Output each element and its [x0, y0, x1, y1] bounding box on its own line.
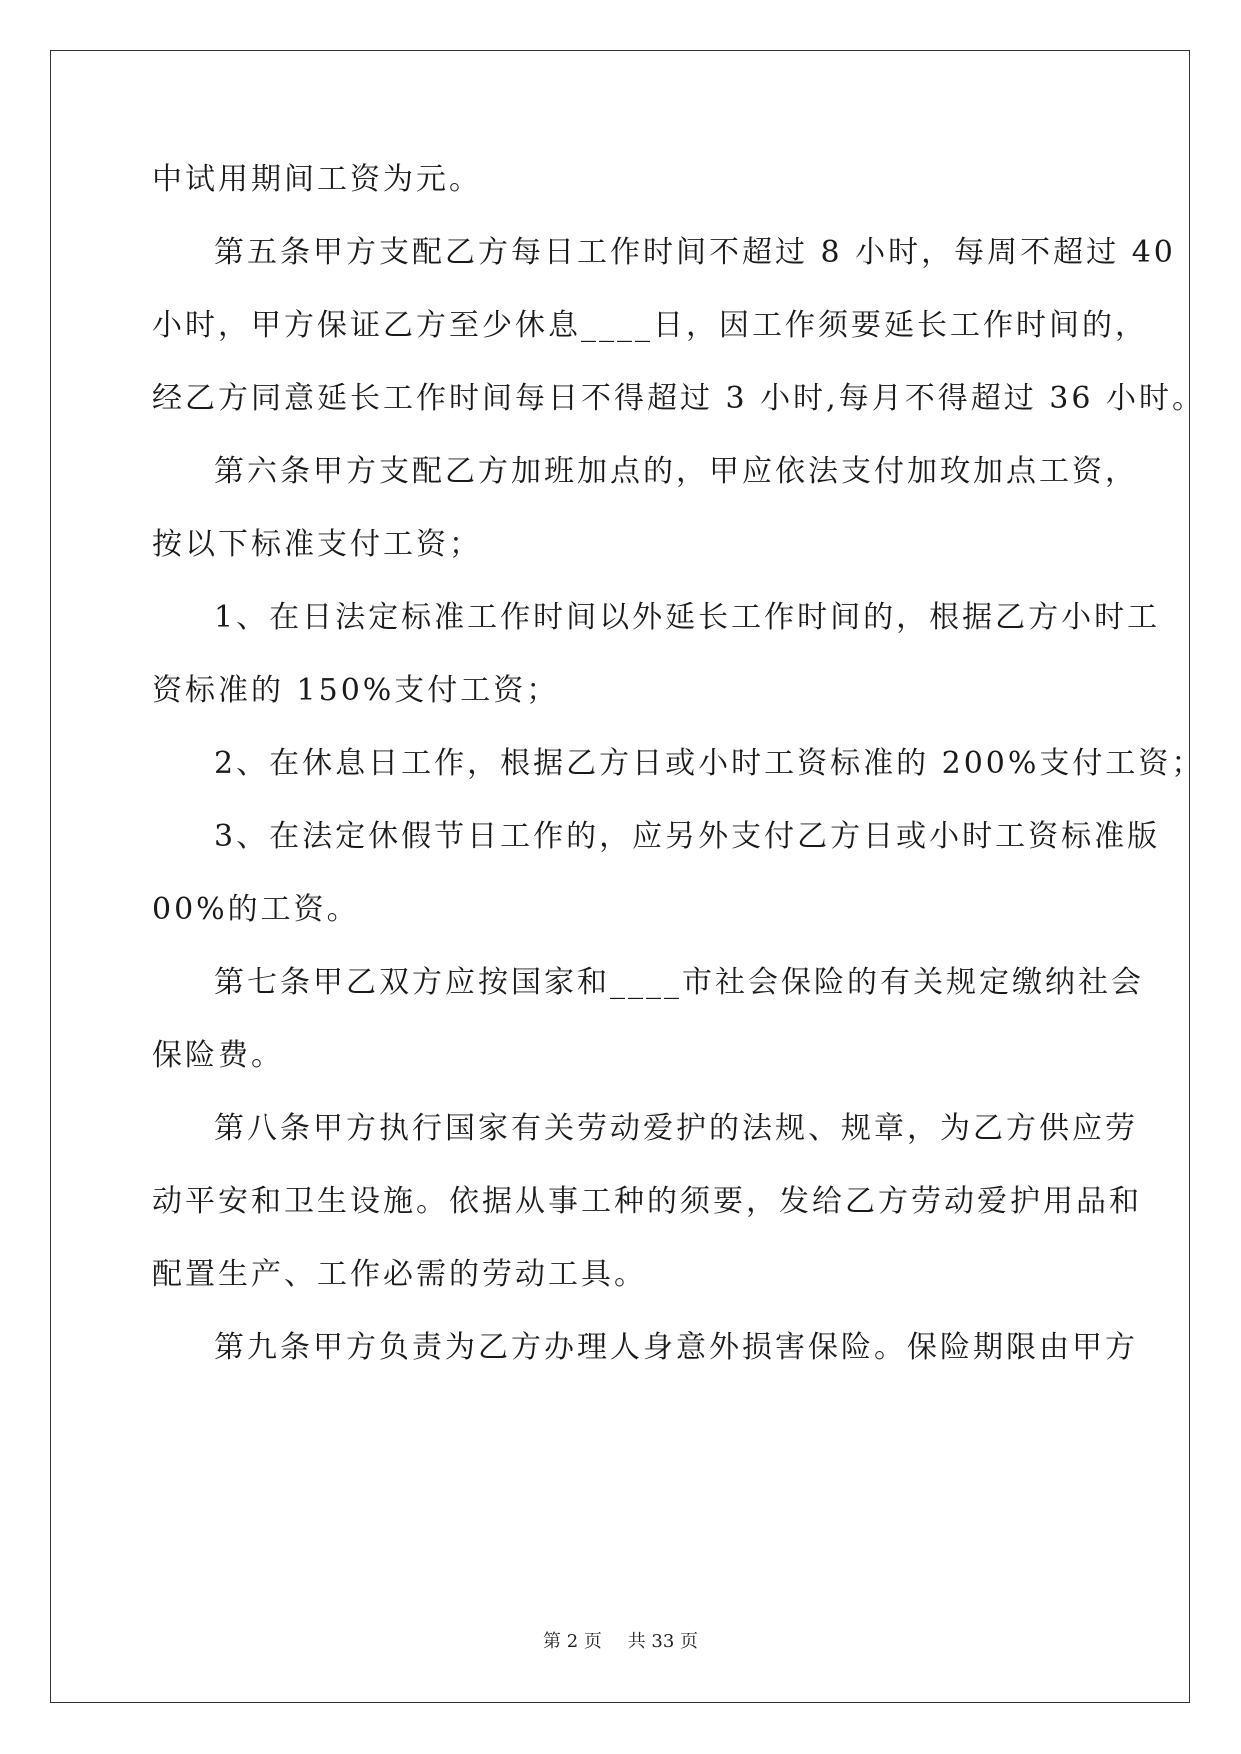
page-footer — [0, 1627, 1241, 1653]
text-line: 保险费。 — [152, 1038, 284, 1073]
text-line: 第六条甲方支配乙方加班加点的，甲应依法支付加玫加点工资， — [214, 454, 1138, 489]
text-line: 第九条甲方负责为乙方办理人身意外损害保险。保险期限由甲方 — [214, 1330, 1138, 1365]
text-line: 中试用期间工资为元。 — [152, 162, 482, 197]
text-line: 1、在日法定标准工作时间以外延长工作时间的，根据乙方小时工 — [214, 600, 1161, 635]
text-line: 2、在休息日工作，根据乙方日或小时工资标准的 200%支付工资； — [214, 746, 1205, 781]
text-line: 第八条甲方执行国家有关劳动爱护的法规、规章，为乙方供应劳 — [214, 1111, 1138, 1146]
text-line: 配置生产、工作必需的劳动工具。 — [152, 1257, 647, 1292]
text-line: 3、在法定休假节日工作的，应另外支付乙方日或小时工资标准版 — [214, 819, 1161, 854]
text-line: 00%的工资。 — [152, 892, 360, 927]
page-border — [50, 50, 1190, 1703]
text-line: 按以下标准支付工资； — [152, 527, 482, 562]
text-line: 小时，甲方保证乙方至少休息____日，因工作须要延长工作时间的， — [152, 308, 1148, 343]
text-line: 资标准的 150%支付工资； — [152, 673, 560, 708]
text-line: 经乙方同意延长工作时间每日不得超过 3 小时,每月不得超过 36 小时。 — [152, 381, 1205, 416]
text-line: 第五条甲方支配乙方每日工作时间不超过 8 小时，每周不超过 40 — [214, 235, 1176, 270]
page-total: 共 33 页 — [627, 1631, 698, 1652]
text-line: 动平安和卫生设施。依据从事工种的须要，发给乙方劳动爱护用品和 — [152, 1184, 1142, 1219]
text-line: 第七条甲乙双方应按国家和____市社会保险的有关规定缴纳社会 — [214, 965, 1144, 1000]
page-number: 第 2 页 — [543, 1631, 602, 1652]
